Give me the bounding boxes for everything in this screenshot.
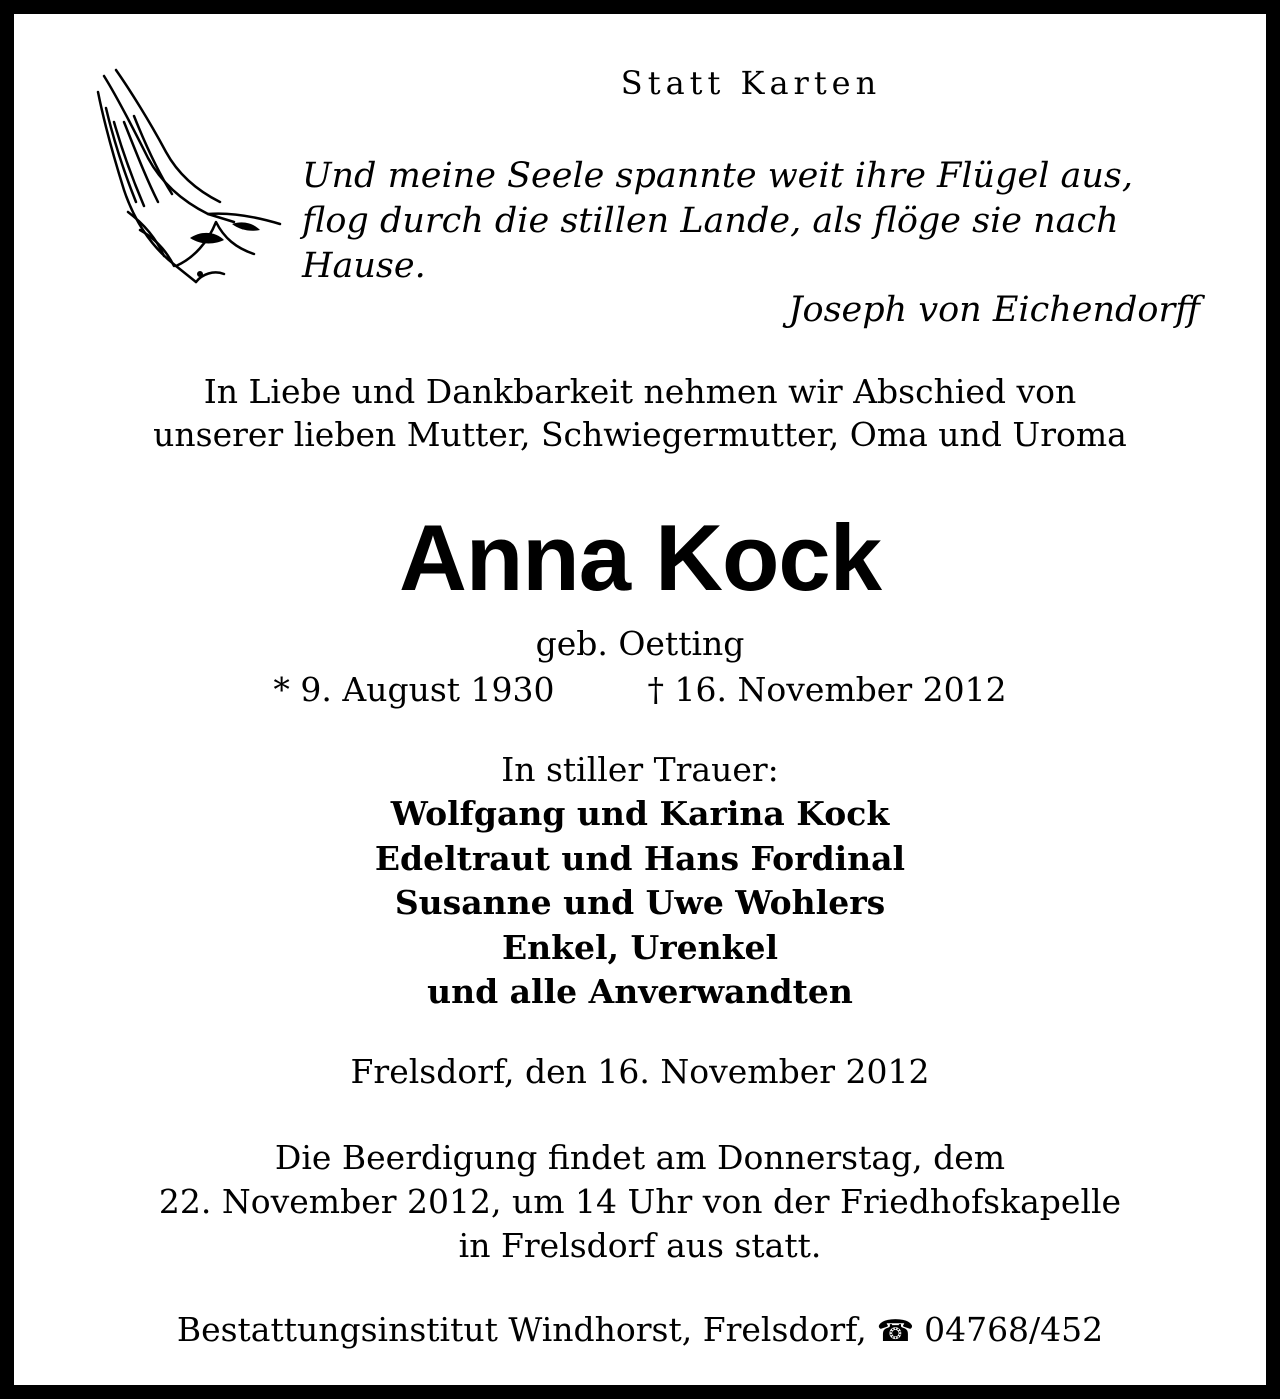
funeral-line: Die Beerdigung findet am Donnerstag, dem [274, 1138, 1006, 1177]
header-statt-karten: Statt Karten [620, 64, 882, 102]
telephone-icon: ☎ [876, 1314, 915, 1349]
mourner-name: Wolfgang und Karina Kock [390, 794, 890, 833]
mourner-name: Enkel, Urenkel [501, 927, 779, 967]
funeral-line: 22. November 2012, um 14 Uhr von der Friedhofskapelle [158, 1182, 1122, 1221]
poem-author: Joseph von Eichendorff [788, 290, 1200, 330]
mourner-name: Susanne und Uwe Wohlers [394, 883, 886, 922]
poem [302, 154, 1202, 289]
mourner-name: Edeltraut und Hans Fordinal [374, 838, 906, 878]
phone-number: 04768/452 [924, 1310, 1104, 1349]
life-dates [14, 670, 1266, 709]
poem-line: Hause. [302, 246, 426, 286]
funeral-line: in Frelsdorf aus statt. [458, 1226, 822, 1265]
mourning-title: In stiller Trauer: [501, 750, 779, 789]
undertaker-name: Bestattungsinstitut Windhorst, Frelsdorf, [176, 1310, 867, 1349]
obituary-card [14, 14, 1266, 1385]
intro-line: In Liebe und Dankbarkeit nehmen wir Abschied von [203, 372, 1077, 411]
intro-line: unserer lieben Mutter, Schwiegermutter, Oma und Uroma [153, 415, 1127, 454]
deceased-name: Anna Kock [399, 505, 881, 610]
place-date: Frelsdorf, den 16. November 2012 [350, 1052, 930, 1091]
mourners-list [14, 792, 1266, 1015]
mourner-name: und alle Anverwandten [427, 972, 853, 1011]
birth-name: geb. Oetting [535, 624, 745, 663]
funeral-info [14, 1136, 1266, 1268]
poem-line: Und meine Seele spannte weit ihre Flügel aus, [302, 156, 1134, 196]
poem-line: flog durch die stillen Lande, als flöge sie nach [302, 201, 1119, 241]
death-date: † 16. November 2012 [647, 670, 1007, 709]
intro-text [14, 370, 1266, 456]
undertaker-footer [14, 1310, 1266, 1349]
birth-date: * 9. August 1930 [273, 670, 555, 709]
